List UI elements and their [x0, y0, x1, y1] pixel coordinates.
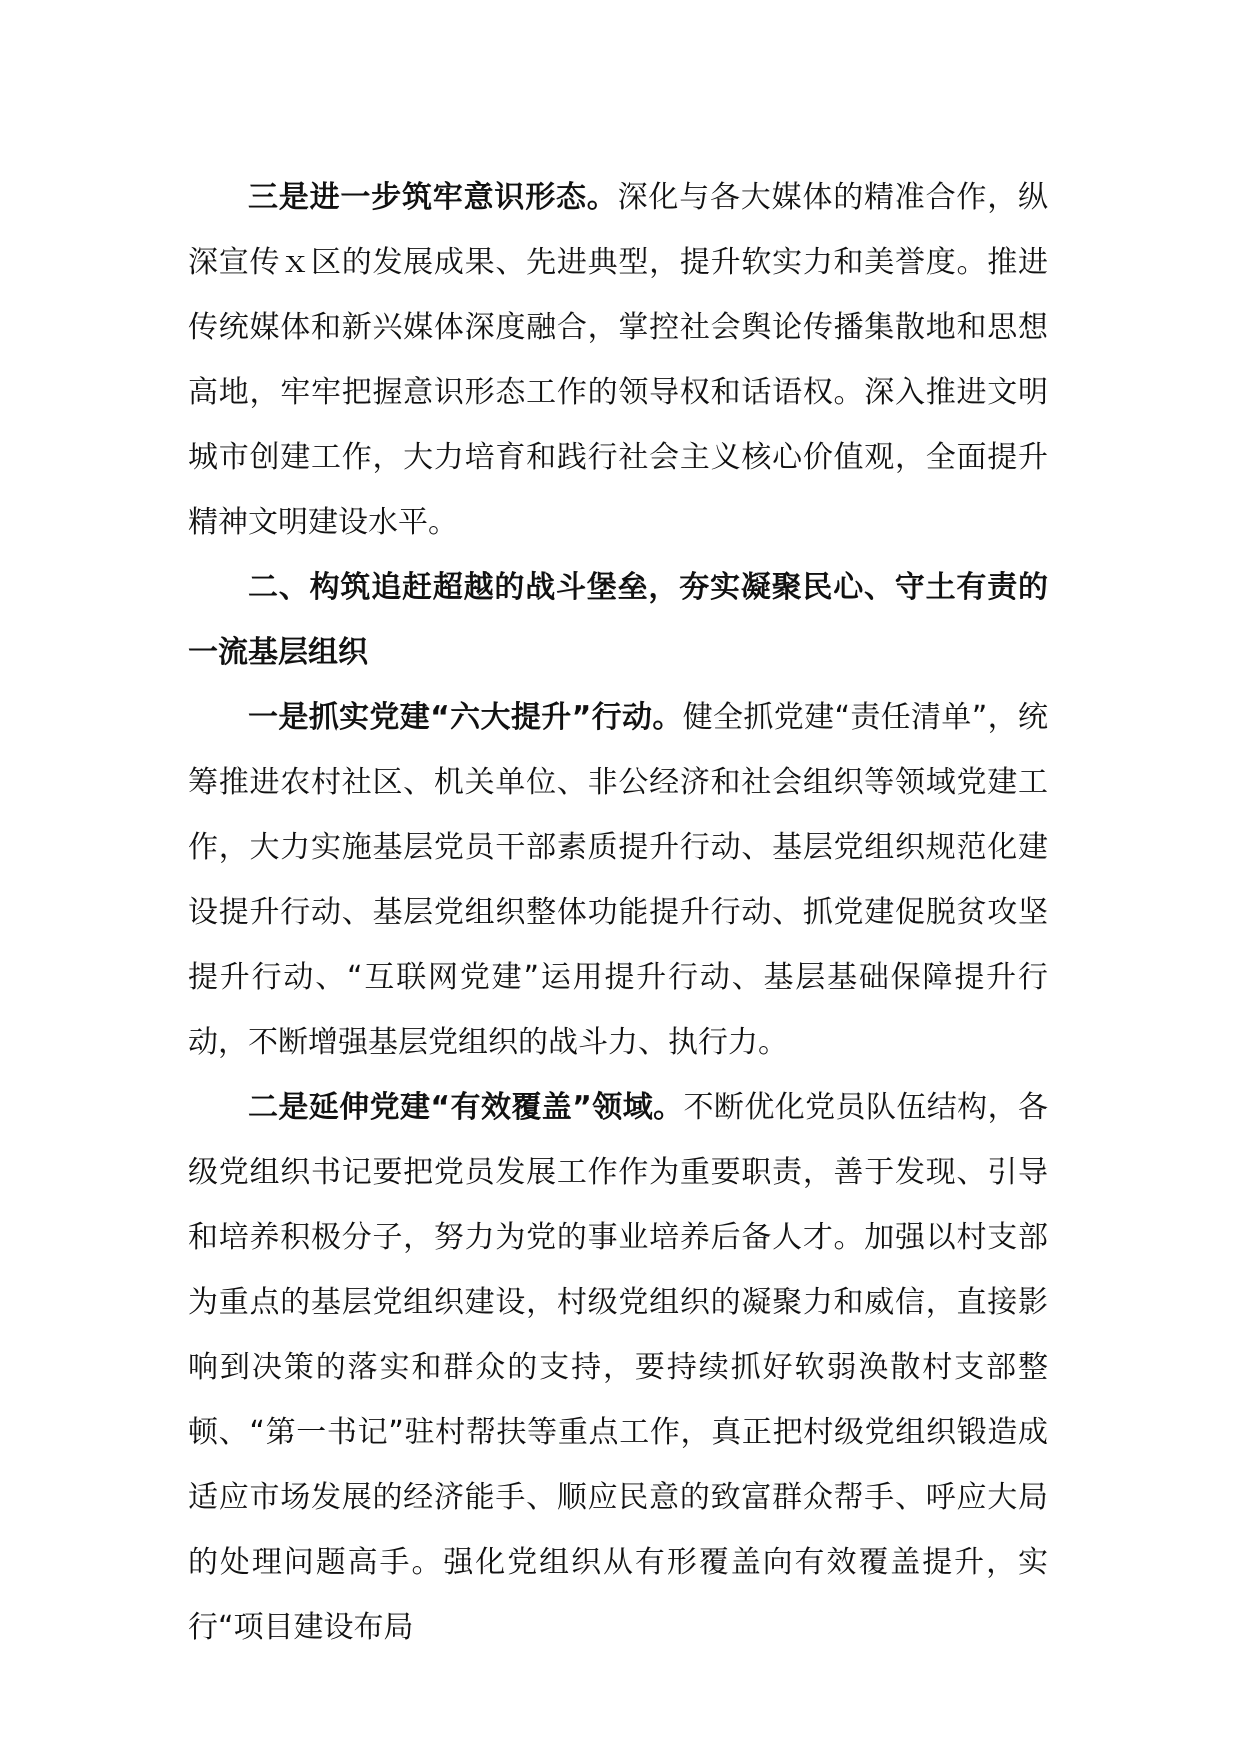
paragraph-text: 健全抓党建“责任清单”，统筹推进农村社区、机关单位、非公经济和社会组织等领域党建工作，大力实施基层党员干部素质提升行动、基层党组织规范化建设提升行动、基层党组织整体功能提升行动、抓党建促脱贫攻坚提升行动、“互联网党建”运用提升行动、基层基础保障提升行动，不断增强基层党组织的战斗力、执行力。 [188, 700, 1048, 1060]
paragraph-lead: 一是抓实党建“六大提升”行动。 [248, 700, 683, 735]
paragraph-coverage [188, 1075, 1048, 1660]
paragraph-party-building [188, 685, 1048, 1075]
paragraph-ideology [188, 165, 1048, 555]
paragraph-text: 不断优化党员队伍结构，各级党组织书记要把党员发展工作作为重要职责，善于发现、引导和培养积极分子，努力为党的事业培养后备人才。加强以村支部为重点的基层党组织建设，村级党组织的凝聚力和威信，直接影响到决策的落实和群众的支持，要持续抓好软弱涣散村支部整顿、“第一书记”驻村帮扶等重点工作，真正把村级党组织锻造成适应市场发展的经济能手、顺应民意的致富群众帮手、呼应大局的处理问题高手。强化党组织从有形覆盖向有效覆盖提升，实行“项目建设布局 [188, 1090, 1048, 1645]
paragraph-text: 深化与各大媒体的精准合作，纵深宣传ｘ区的发展成果、先进典型，提升软实力和美誉度。推进传统媒体和新兴媒体深度融合，掌控社会舆论传播集散地和思想高地，牢牢把握意识形态工作的领导权和话语权。深入推进文明城市创建工作，大力培育和践行社会主义核心价值观，全面提升精神文明建设水平。 [188, 180, 1049, 540]
paragraph-lead: 三是进一步筑牢意识形态。 [248, 180, 618, 215]
section-heading: 二、构筑追赶超越的战斗堡垒，夯实凝聚民心、守土有责的一流基层组织 [188, 570, 1048, 670]
document-body [188, 165, 1048, 1660]
paragraph-lead: 二是延伸党建“有效覆盖”领域。 [248, 1090, 684, 1125]
